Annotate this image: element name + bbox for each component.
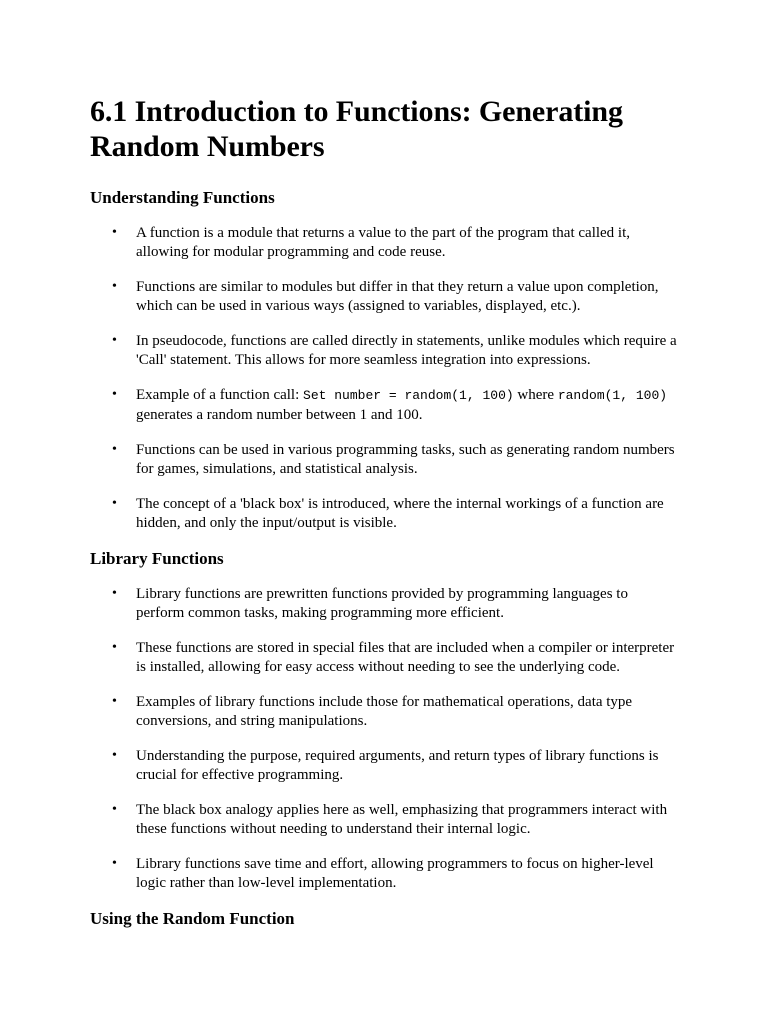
bullet-list-understanding-functions	[90, 224, 678, 532]
list-item: • Library functions save time and effort, allowing programmers to focus on higher-level logic rather than low-level implementation.	[90, 855, 678, 892]
section-heading-using-random-function: Using the Random Function	[90, 909, 295, 928]
section-heading-library-functions: Library Functions	[90, 549, 224, 568]
example-text-before: Example of a function call:	[136, 387, 304, 403]
example-text-after: generates a random number between 1 and 100.	[136, 406, 423, 423]
code-snippet-random-call: random(1, 100)	[557, 388, 668, 403]
list-item: • Functions can be used in various programming tasks, such as generating random numbers for games, simulations, and statistical analysis.	[90, 441, 678, 478]
bullet-list-library-functions	[90, 585, 678, 892]
list-item: • The concept of a 'black box' is introduced, where the internal workings of a function are hidden, and only the input/output is visible.	[90, 495, 678, 532]
list-item: • These functions are stored in special files that are included when a compiler or interpreter is installed, allowing for easy access without needing to see the underlying code.	[90, 639, 678, 676]
list-item: • The black box analogy applies here as well, emphasizing that programmers interact with these functions without needing to understand their internal logic.	[90, 801, 678, 838]
list-item-function-call-example	[90, 386, 678, 424]
list-item: • Functions are similar to modules but differ in that they return a value upon completion, which can be used in various ways (assigned to variables, displayed, etc.).	[90, 278, 678, 315]
code-snippet-set-number: Set number = random(1, 100)	[303, 388, 514, 403]
list-item: • Understanding the purpose, required arguments, and return types of library functions is crucial for effective programming.	[90, 747, 678, 784]
example-text-middle: where	[513, 387, 558, 403]
page-title: 6.1 Introduction to Functions: Generating Random Numbers	[90, 95, 623, 163]
list-item: • A function is a module that returns a value to the part of the program that called it, allowing for modular programming and code reuse.	[90, 224, 678, 261]
list-item: • Library functions are prewritten functions provided by programming languages to perform common tasks, making programming more efficient.	[90, 585, 678, 622]
list-item: • In pseudocode, functions are called directly in statements, unlike modules which require a 'Call' statement. This allows for more seamless integration into expressions.	[90, 332, 678, 369]
section-heading-understanding-functions: Understanding Functions	[90, 188, 275, 207]
list-item: • Examples of library functions include those for mathematical operations, data type conversions, and string manipulations.	[90, 693, 678, 730]
